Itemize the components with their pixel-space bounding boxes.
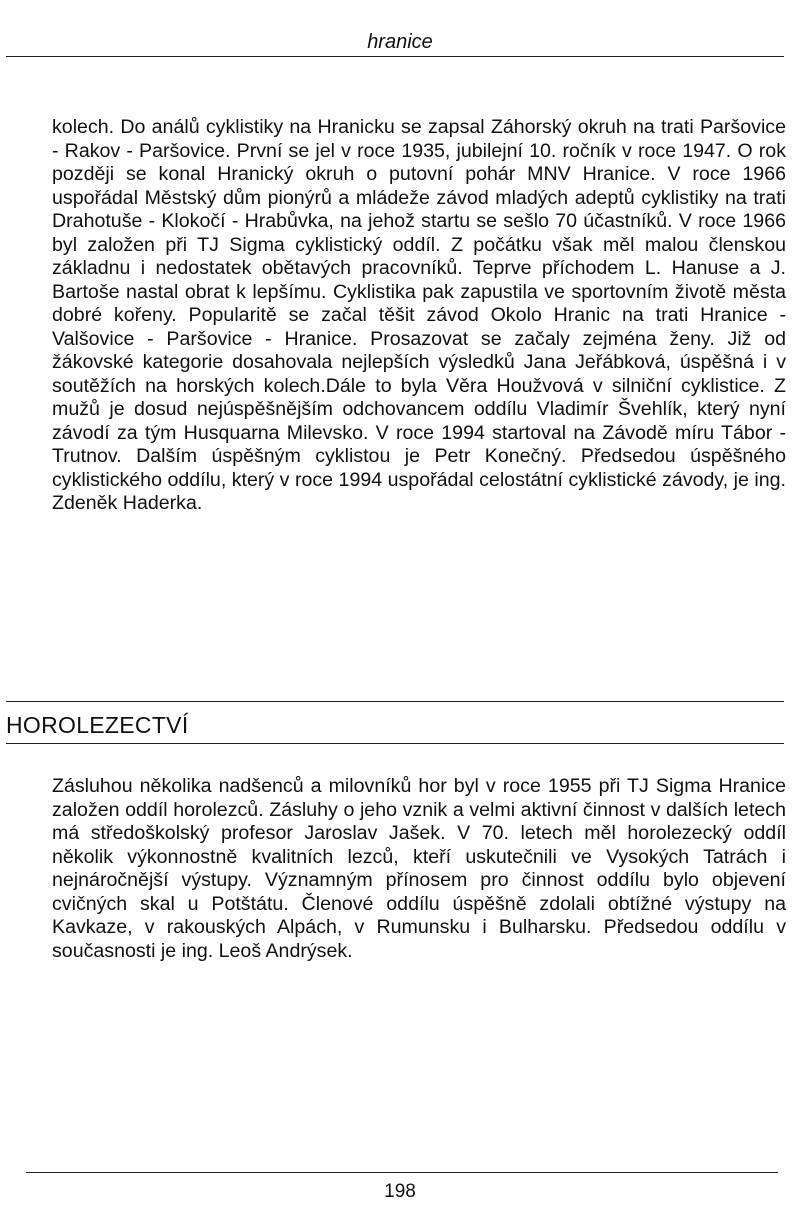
section-top-rule <box>6 701 784 702</box>
climbing-paragraph: Zásluhou několika nadšenců a milovníků hor byl v roce 1955 při TJ Sigma Hranice založen oddíl horolezců. Zásluhy o jeho vznik a velmi aktivní činnost v dalších letech má středoškolský profesor Jaroslav Jašek. V 70. letech měl horolezecký oddíl několik výkonnostně kvalitních lezců, kteří uskutečnili ve Vysokých Tatrách i nejnáročnější výstupy. Významným přínosem pro činnost oddílu bylo objevení cvičných skal u Potštátu. Členové oddílu úspěšně zdolali obtížné výstupy na Kavkaze, v rakouských Alpách, v Rumunsku i Bulharsku. Předsedou oddílu v současnosti je ing. Leoš Andrýsek. <box>52 775 786 962</box>
footer-rule <box>26 1172 778 1173</box>
header-rule <box>6 56 784 57</box>
section-bottom-rule <box>6 743 784 744</box>
running-header: hranice <box>367 31 433 53</box>
page-number: 198 <box>384 1181 416 1202</box>
section-heading-horolezectvi: HOROLEZECTVÍ <box>6 712 189 738</box>
cycling-paragraph: kolech. Do análů cyklistiky na Hranicku se zapsal Záhorský okruh na trati Paršovice - Rakov - Paršovice. První se jel v roce 1935, jubilejní 10. ročník v roce 1947. O rok později se konal Hranický okruh o putovní pohár MNV Hranice. V roce 1966 uspořádal Městský dům pionýrů a mládeže závod mladých adeptů cyklistiky na trati Drahotuše - Klokočí - Hrabůvka, na jehož startu se sešlo 70 účastníků. V roce 1966 byl založen při TJ Sigma cyklistický oddíl. Z počátku však měl malou členskou základnu i nedostatek obětavých pracovníků. Teprve příchodem L. Hanuse a J. Bartoše nastal obrat k lepšímu. Cyklistika pak zapustila ve sportovním životě města dobré kořeny. Popularitě se začal těšit závod Okolo Hranic na trati Hranice - Valšovice - Paršovice - Hranice. Prosazovat se začaly zejména ženy. Již od žákovské kategorie dosahovala nejlepších výsledků Jana Jeřábková, úspěšná i v soutěžích na horských kolech.Dále to byla Věra Houžvová v silniční cyklistice. Z mužů je dosud nejúspěšnějším odchovancem oddílu Vladimír Švehlík, který nyní závodí za tým Husquarna Milevsko. V roce 1994 startoval na Závodě míru Tábor - Trutnov. Dalším úspěšným cyklistou je Petr Konečný. Předsedou úspěšného cyklistického oddílu, který v roce 1994 uspořádal celostátní cyklistické závody, je ing. Zdeněk Haderka. <box>52 116 786 514</box>
